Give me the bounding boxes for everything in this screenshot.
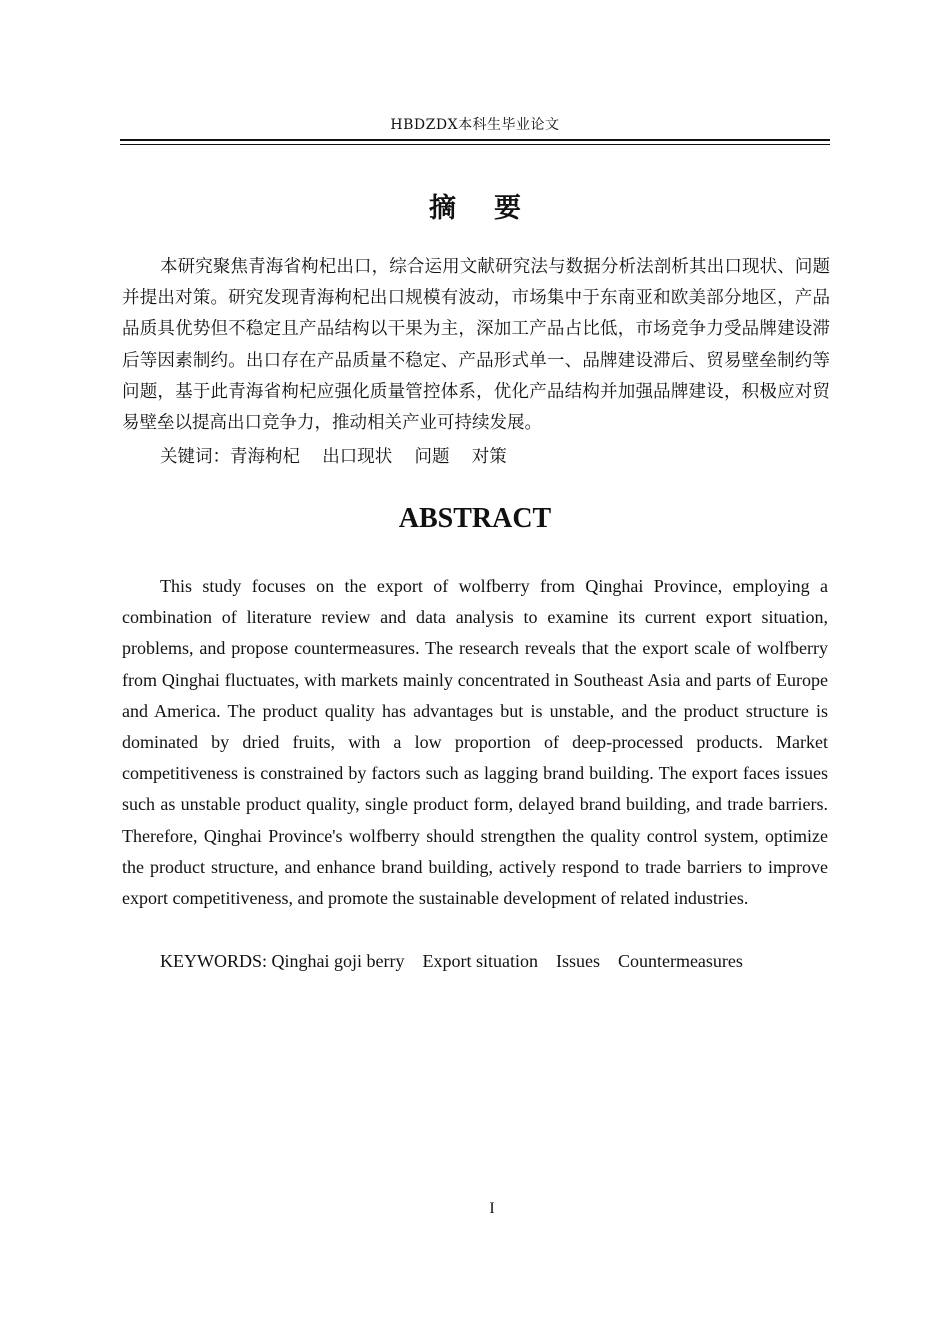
english-keywords: KEYWORDS: Qinghai goji berry Export situation Issues Countermeasures	[160, 951, 743, 971]
chinese-keywords: 关键词：青海枸杞 出口现状 问题 对策	[160, 447, 507, 467]
header-rule-thin	[120, 144, 830, 145]
english-abstract-body: This study focuses on the export of wolfberry from Qinghai Province, employing a combination of literature review and data analysis to examine its current export situation, problems, and propose countermeasures. The research reveals that the export scale of wolfberry from Qinghai fluctuates, with markets mainly concentrated in Southeast Asia and parts of Europe and America. The product quality has advantages but is unstable, and the product structure is dominated by dried fruits, with a low proportion of deep-processed products. Market competitiveness is constrained by factors such as lagging brand building. The export faces issues such as unstable product quality, single product form, delayed brand building, and trade barriers. Therefore, Qinghai Province's wolfberry should strengthen the quality control system, optimize the product structure, and enhance brand building, actively respond to trade barriers to improve export competitiveness, and promote the sustainable development of related industries.	[122, 576, 828, 909]
chinese-abstract-body: 本研究聚焦青海省枸杞出口，综合运用文献研究法与数据分析法剖析其出口现状、问题并提出对策。研究发现青海枸杞出口规模有波动，市场集中于东南亚和欧美部分地区，产品品质具优势但不稳定且产品结构以干果为主，深加工产品占比低，市场竞争力受品牌建设滞后等因素制约。出口存在产品质量不稳定、产品形式单一、品牌建设滞后、贸易壁垒制约等问题，基于此青海省枸杞应强化质量管控体系，优化产品结构并加强品牌建设，积极应对贸易壁垒以提高出口竞争力，推动相关产业可持续发展。	[122, 257, 830, 434]
english-abstract-title: ABSTRACT	[398, 503, 552, 534]
header-rule-thick	[120, 139, 830, 141]
running-header: HBDZDX本科生毕业论文	[390, 117, 560, 133]
chinese-abstract-title: 摘要	[429, 193, 559, 224]
page-number: I	[489, 1200, 495, 1217]
